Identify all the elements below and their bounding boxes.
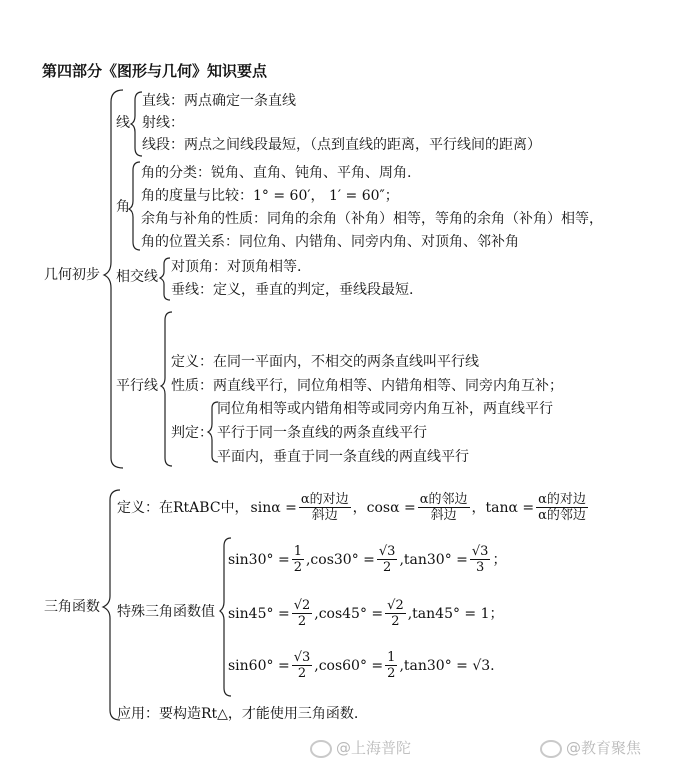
- brace-intersect: [160, 258, 170, 300]
- line-item: 直线：两点确定一条直线: [142, 93, 296, 109]
- special-row-30: sin30° = $\frac{1}{2}$ ,cos30° = $\frac{√3}{2}$ ,tan30° = $\frac{√3}{3}$ ；: [228, 544, 507, 575]
- angle-item: 角的度量与比较：1° = 60′， 1′ = 60″；: [141, 188, 399, 204]
- judge-item: 同位角相等或内错角相等或同旁内角互补，两直线平行: [217, 401, 553, 417]
- judge-item: 平行于同一条直线的两条直线平行: [217, 425, 427, 441]
- cos-fraction: $\frac{\text{α的邻边}}{\text{斜边}}$: [419, 492, 468, 523]
- parallel-label: 平行线: [116, 378, 158, 394]
- line-item: 射线：: [142, 115, 184, 131]
- geometry-root-label: 几何初步: [44, 267, 100, 283]
- brace-line: [131, 92, 142, 156]
- special-row-45: sin45° = $\frac{√2}{2}$ ,cos45° = $\frac{√2}{2}$ ,tan45° = 1；: [228, 598, 504, 629]
- trig-root-label: 三角函数: [44, 599, 100, 615]
- angle-label: 角: [116, 199, 130, 215]
- trig-definition: [117, 492, 588, 523]
- cos-label: ，cosα =: [352, 499, 416, 516]
- parallel-property: 性质：两直线平行，同位角相等、内错角相等、同旁内角互补；: [171, 378, 563, 394]
- tan-label: ，tanα =: [471, 499, 535, 516]
- page-title: 第四部分《图形与几何》知识要点: [42, 62, 268, 80]
- watermark: @上海普陀: [310, 737, 411, 758]
- line-item: 线段：两点之间线段最短，（点到直线的距离，平行线间的距离）: [142, 137, 541, 153]
- parallel-definition: 定义：在同一平面内，不相交的两条直线叫平行线: [171, 354, 479, 370]
- judge-item: 平面内，垂直于同一条直线的两直线平行: [217, 449, 469, 465]
- intersect-item: 对顶角：对顶角相等.: [171, 259, 302, 275]
- special-label: 特殊三角函数值: [117, 604, 215, 620]
- line-label: 线: [116, 115, 130, 131]
- special-row-60: sin60° = $\frac{√3}{2}$ ,cos60° = $\frac{1}{2}$ ,tan30° = √3.: [228, 650, 495, 681]
- watermark: @教育聚焦: [540, 737, 641, 758]
- intersect-label: 相交线: [116, 269, 158, 285]
- trig-application: 应用：要构造Rt△，才能使用三角函数.: [117, 706, 359, 722]
- sin-label: sinα =: [250, 499, 297, 516]
- weibo-icon: [540, 740, 562, 758]
- intersect-item: 垂线：定义，垂直的判定，垂线段最短.: [171, 282, 414, 298]
- tan-fraction: $\frac{\text{α的对边}}{\text{α的邻边}}$: [538, 492, 586, 523]
- angle-item: 余角与补角的性质：同角的余角（补角）相等，等角的余角（补角）相等，: [141, 211, 603, 227]
- brace-angle: [129, 162, 140, 250]
- sin-fraction: $\frac{\text{α的对边}}{\text{斜边}}$: [300, 492, 349, 523]
- judge-label: 判定：: [171, 425, 213, 441]
- def-prefix: 定义：在RtABC中，: [117, 499, 249, 516]
- angle-item: 角的分类：锐角、直角、钝角、平角、周角.: [141, 165, 412, 181]
- angle-item: 角的位置关系：同位角、内错角、同旁内角、对顶角、邻补角: [141, 234, 519, 250]
- weibo-icon: [310, 740, 332, 758]
